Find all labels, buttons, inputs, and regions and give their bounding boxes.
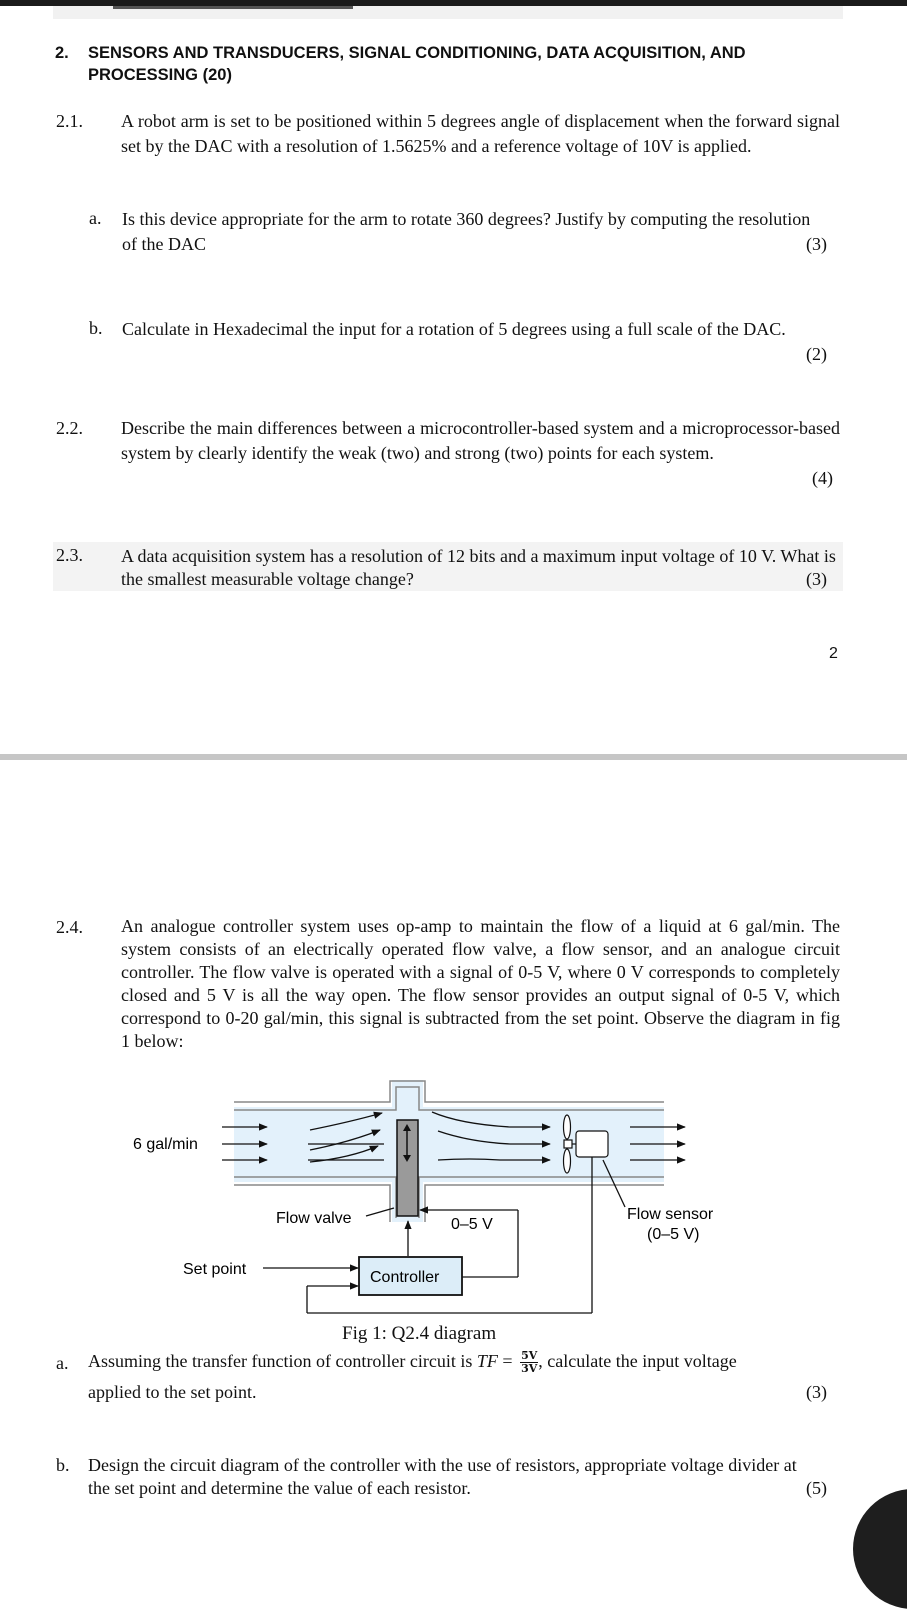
question-2-4a-label: a. [56,1353,69,1373]
question-2-1b-marks: (2) [806,344,827,364]
question-2-4a-text-after: , calculate the input voltage [538,1351,737,1371]
question-2-4a-marks: (3) [806,1382,827,1402]
question-2-4b-marks: (5) [806,1478,827,1498]
question-2-1a-marks: (3) [806,234,827,254]
question-2-3-marks: (3) [806,569,827,589]
question-number-2-3: 2.3. [56,545,83,565]
question-2-1a-label: a. [89,208,102,228]
tf-equals: = [502,1351,513,1371]
flow-valve-label: Flow valve [276,1210,352,1227]
question-2-1-text: A robot arm is set to be positioned within 5 degrees angle of displacement when the forward signal set by the DAC with a resolution of 1.5625% and a reference voltage of 10V is applied. [121,111,840,156]
question-2-2-text: Describe the main differences between a microcontroller-based system and a microprocessor-based system by clearly identify the weak (two) and strong (two) points for each system. [121,418,840,463]
question-number-2-4: 2.4. [56,917,83,937]
tf-numerator: 5V [521,1349,538,1363]
question-2-4a-text-line2: applied to the set point. [88,1382,257,1402]
section-title-line1: SENSORS AND TRANSDUCERS, SIGNAL CONDITIONING, DATA ACQUISITION, AND [88,44,746,62]
question-2-1b-text: Calculate in Hexadecimal the input for a rotation of 5 degrees using a full scale of the DAC. [122,319,786,339]
figure-caption: Fig 1: Q2.4 diagram [342,1323,497,1344]
flow-valve [397,1120,418,1216]
question-2-4b-text: Design the circuit diagram of the controller with the use of resistors, appropriate voltage divider at the set point and determine the value of each resistor. [88,1455,797,1498]
tf-denominator: 3V [521,1362,538,1376]
flow-sensor-range: (0–5 V) [647,1226,700,1243]
question-number-2-2: 2.2. [56,418,83,438]
valve-signal-label: 0–5 V [451,1216,493,1233]
question-2-2-marks: (4) [812,468,833,488]
question-2-4a-text-before: Assuming the transfer function of controller circuit is [88,1351,473,1371]
question-2-4a-text [88,1346,818,1376]
section-number: 2. [55,44,69,62]
question-number-2-1: 2.1. [56,111,83,131]
section-title-line2: PROCESSING (20) [88,66,232,84]
page-number: 2 [829,645,838,662]
set-point-label: Set point [183,1261,247,1278]
tf-fraction [520,1350,538,1375]
flow-rate-label: 6 gal/min [133,1136,198,1153]
question-2-3-text: A data acquisition system has a resolution of 12 bits and a maximum input voltage of 10 V. What is the smallest measurable voltage change? [121,546,836,589]
question-2-4-text: An analogue controller system uses op-amp to maintain the flow of a liquid at 6 gal/min. The system consists of an electrically operated flow valve, a flow sensor, and an analogue circuit controller. The flow valve is operated with a signal of 0-5 V, where 0 V corresponds to completely closed and 5 V is all the way open. The flow sensor provides an output signal of 0-5 V, which correspond to 0-20 gal/min, this signal is subtracted from the set point. Observe the diagram in fig 1 below: [121,916,840,1051]
tf-symbol: TF [476,1351,498,1371]
flow-sensor-label: Flow sensor [627,1206,714,1223]
controller-label: Controller [370,1269,440,1286]
question-2-1b-label: b. [89,318,103,338]
question-2-4b-label: b. [56,1455,70,1475]
question-2-1a-text: Is this device appropriate for the arm to rotate 360 degrees? Justify by computing the resolution of the DAC [122,209,811,254]
